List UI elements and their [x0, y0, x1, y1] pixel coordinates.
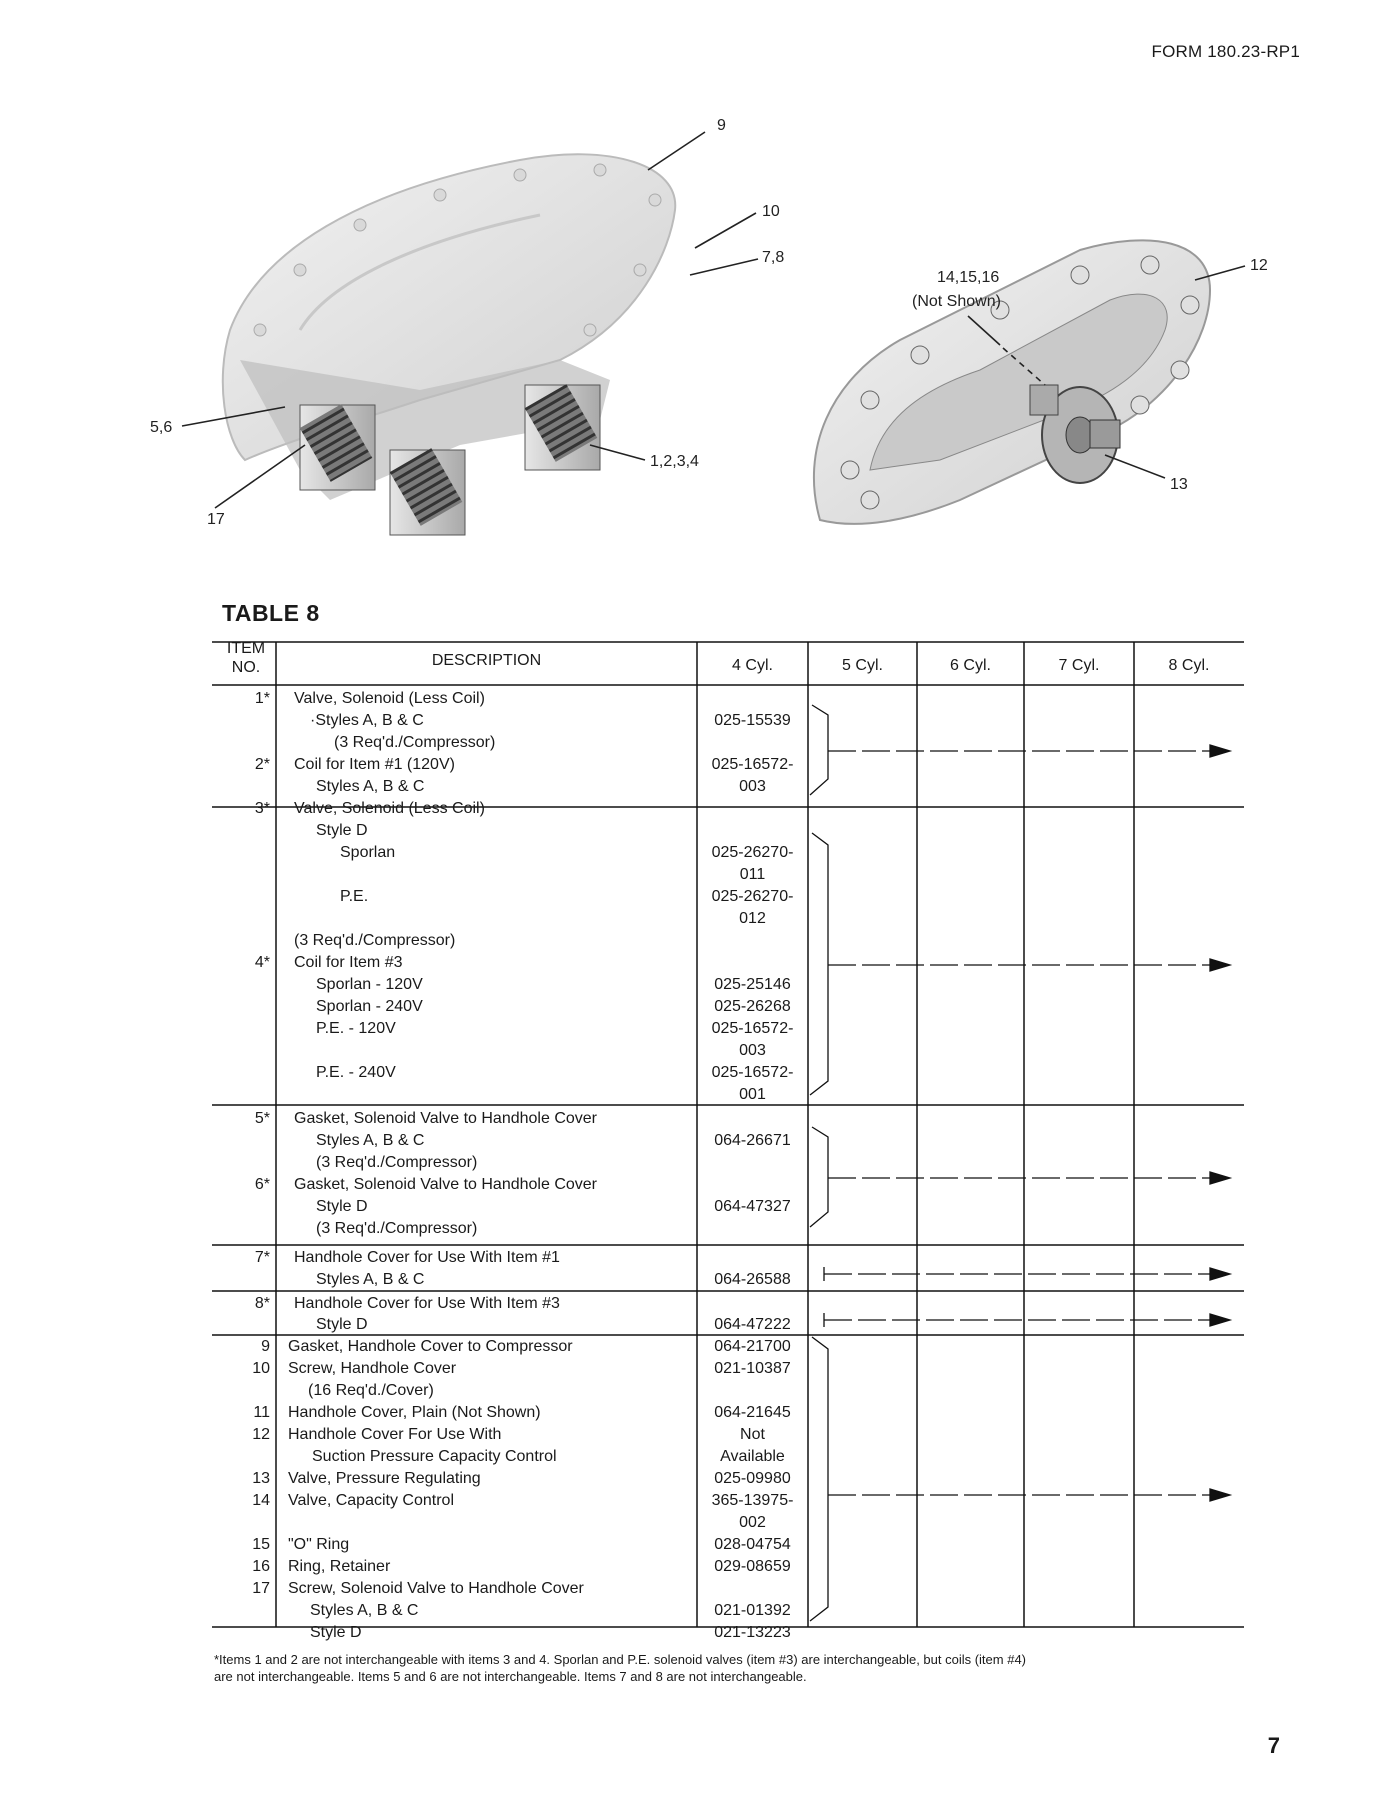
- footnote-line-1: *Items 1 and 2 are not interchangeable with items 3 and 4. Sporlan and P.E. solenoid valves (item #3) are interchangeable, but coils (item #4): [214, 1652, 1027, 1667]
- item-number: 17: [252, 1580, 270, 1597]
- item-number: 12: [252, 1426, 270, 1443]
- part-number-4-cyl: 064-21700: [714, 1338, 791, 1355]
- item-number: 4*: [254, 954, 270, 971]
- part-number-4-cyl: 025-09980: [714, 1470, 791, 1487]
- part-number-4-cyl: 002: [739, 1514, 766, 1531]
- part-number-4-cyl: 003: [739, 1042, 766, 1059]
- part-number-4-cyl: Available: [720, 1448, 785, 1465]
- item-number: 9: [261, 1338, 270, 1355]
- solenoid-valve-2: [390, 448, 465, 535]
- item-description: Screw, Handhole Cover: [288, 1360, 457, 1377]
- item-number: 6*: [254, 1176, 270, 1193]
- compressor-parts-figure: [0, 0, 1391, 560]
- item-description: Valve, Pressure Regulating: [288, 1470, 481, 1487]
- header-7-cyl: 7 Cyl.: [1058, 657, 1100, 674]
- solenoid-valve-1: [300, 404, 375, 490]
- item-description: Valve, Capacity Control: [288, 1492, 454, 1509]
- part-number-4-cyl: 021-13223: [714, 1624, 791, 1641]
- part-number-4-cyl: 064-47327: [714, 1198, 791, 1215]
- part-number-4-cyl: 365-13975-: [711, 1492, 794, 1509]
- item-description: Styles A, B & C: [316, 1271, 425, 1288]
- item-description: Handhole Cover, Plain (Not Shown): [288, 1404, 541, 1421]
- item-description: Sporlan: [340, 844, 396, 861]
- footnote: [214, 1651, 1254, 1685]
- item-number: 1*: [254, 690, 270, 707]
- item-number: 8*: [254, 1295, 270, 1312]
- item-description: Ring, Retainer: [288, 1558, 391, 1575]
- callout-14-15-16: 14,15,16: [937, 269, 1000, 286]
- item-description: Gasket, Solenoid Valve to Handhole Cover: [294, 1110, 597, 1127]
- footnote-line-2: are not interchangeable. Items 5 and 6 are not interchangeable. Items 7 and 8 are not interchangeable.: [214, 1669, 807, 1684]
- form-number: FORM 180.23-RP1: [1151, 42, 1300, 61]
- item-number: 16: [252, 1558, 270, 1575]
- item-number: 3*: [254, 800, 270, 817]
- header-5-cyl: 5 Cyl.: [842, 657, 883, 674]
- page-number: 7: [1267, 1733, 1280, 1758]
- item-description: Suction Pressure Capacity Control: [312, 1448, 557, 1465]
- item-description: Style D: [316, 1316, 368, 1333]
- part-number-4-cyl: 025-26268: [714, 998, 791, 1015]
- part-number-4-cyl: 011: [739, 866, 766, 883]
- callout-12: 12: [1250, 257, 1268, 274]
- header-item: ITEM: [226, 640, 266, 657]
- handhole-cover-photo-left: [223, 154, 675, 535]
- item-number: 13: [252, 1470, 270, 1487]
- item-description: Gasket, Handhole Cover to Compressor: [288, 1338, 573, 1355]
- header-8-cyl: 8 Cyl.: [1168, 657, 1210, 674]
- item-description: Style D: [316, 1198, 368, 1215]
- part-number-4-cyl: 003: [739, 778, 766, 795]
- item-description: P.E. - 120V: [316, 1020, 396, 1037]
- callout-10: 10: [762, 203, 780, 220]
- part-number-4-cyl: 025-26270-: [711, 844, 794, 861]
- item-description: Handhole Cover for Use With Item #3: [294, 1295, 560, 1312]
- item-number: 15: [252, 1536, 270, 1553]
- item-description: "O" Ring: [288, 1536, 350, 1553]
- part-number-4-cyl: 025-25146: [714, 976, 791, 993]
- callout-7-8: 7,8: [762, 249, 785, 266]
- header-6-cyl: 6 Cyl.: [950, 657, 991, 674]
- item-description: Valve, Solenoid (Less Coil): [294, 800, 485, 817]
- part-number-4-cyl: 025-16572-: [711, 756, 794, 773]
- callout-1-2-3-4: 1,2,3,4: [650, 453, 699, 470]
- table-title: TABLE 8: [222, 600, 320, 626]
- part-number-4-cyl: 001: [739, 1086, 766, 1103]
- item-description: P.E. - 240V: [316, 1064, 396, 1081]
- part-number-4-cyl: 021-01392: [714, 1602, 791, 1619]
- item-description: Styles A, B & C: [310, 1602, 419, 1619]
- item-description: (16 Req'd./Cover): [308, 1382, 434, 1399]
- header-no: NO.: [231, 659, 261, 676]
- part-number-4-cyl: 064-26671: [714, 1132, 791, 1149]
- item-description: Sporlan - 240V: [316, 998, 423, 1015]
- item-description: Sporlan - 120V: [316, 976, 423, 993]
- part-number-4-cyl: 029-08659: [714, 1558, 791, 1575]
- part-number-4-cyl: Not: [740, 1426, 765, 1443]
- part-number-4-cyl: 025-16572-: [711, 1064, 794, 1081]
- part-number-4-cyl: 064-26588: [714, 1271, 791, 1288]
- part-number-4-cyl: 064-21645: [714, 1404, 791, 1421]
- item-description: Coil for Item #1 (120V): [294, 756, 455, 773]
- item-description: Valve, Solenoid (Less Coil): [294, 690, 485, 707]
- header-description: DESCRIPTION: [431, 652, 542, 669]
- part-number-4-cyl: 025-26270-: [711, 888, 794, 905]
- item-description: ·Styles A, B & C: [310, 712, 424, 729]
- item-number: 10: [252, 1360, 270, 1377]
- item-description: Coil for Item #3: [294, 954, 403, 971]
- capacity-control-cover-photo-right: [814, 240, 1210, 524]
- part-number-4-cyl: 028-04754: [714, 1536, 791, 1553]
- item-description: Style D: [316, 822, 368, 839]
- item-description: (3 Req'd./Compressor): [334, 734, 496, 751]
- part-number-4-cyl: 025-16572-: [711, 1020, 794, 1037]
- item-description: Styles A, B & C: [316, 778, 425, 795]
- header-4-cyl: 4 Cyl.: [732, 657, 773, 674]
- item-description: Handhole Cover for Use With Item #1: [294, 1249, 560, 1266]
- item-description: (3 Req'd./Compressor): [316, 1154, 478, 1171]
- part-number-4-cyl: 012: [739, 910, 766, 927]
- item-number: 11: [253, 1404, 270, 1421]
- solenoid-valve-3: [525, 384, 600, 470]
- item-description: Style D: [310, 1624, 362, 1641]
- item-description: Gasket, Solenoid Valve to Handhole Cover: [294, 1176, 597, 1193]
- item-description: Handhole Cover For Use With: [288, 1426, 502, 1443]
- item-number: 5*: [254, 1110, 270, 1127]
- item-number: 14: [252, 1492, 270, 1509]
- callout-13: 13: [1170, 476, 1188, 493]
- parts-table: [212, 637, 1244, 1641]
- callout-not-shown: (Not Shown): [912, 293, 1001, 310]
- item-number: 2*: [254, 756, 270, 773]
- item-description: P.E.: [340, 888, 369, 905]
- callout-17: 17: [207, 511, 225, 528]
- part-number-4-cyl: 021-10387: [714, 1360, 791, 1377]
- item-description: (3 Req'd./Compressor): [316, 1220, 478, 1237]
- part-number-4-cyl: 025-15539: [714, 712, 791, 729]
- item-description: (3 Req'd./Compressor): [294, 932, 456, 949]
- part-number-4-cyl: 064-47222: [714, 1316, 791, 1333]
- item-description: Screw, Solenoid Valve to Handhole Cover: [288, 1580, 584, 1597]
- item-description: Styles A, B & C: [316, 1132, 425, 1149]
- capacity-control-valve: [1030, 385, 1058, 415]
- item-number: 7*: [254, 1249, 270, 1266]
- callout-9: 9: [717, 117, 726, 134]
- brackets-and-arrows: [810, 705, 1230, 1621]
- callout-5-6: 5,6: [150, 419, 173, 436]
